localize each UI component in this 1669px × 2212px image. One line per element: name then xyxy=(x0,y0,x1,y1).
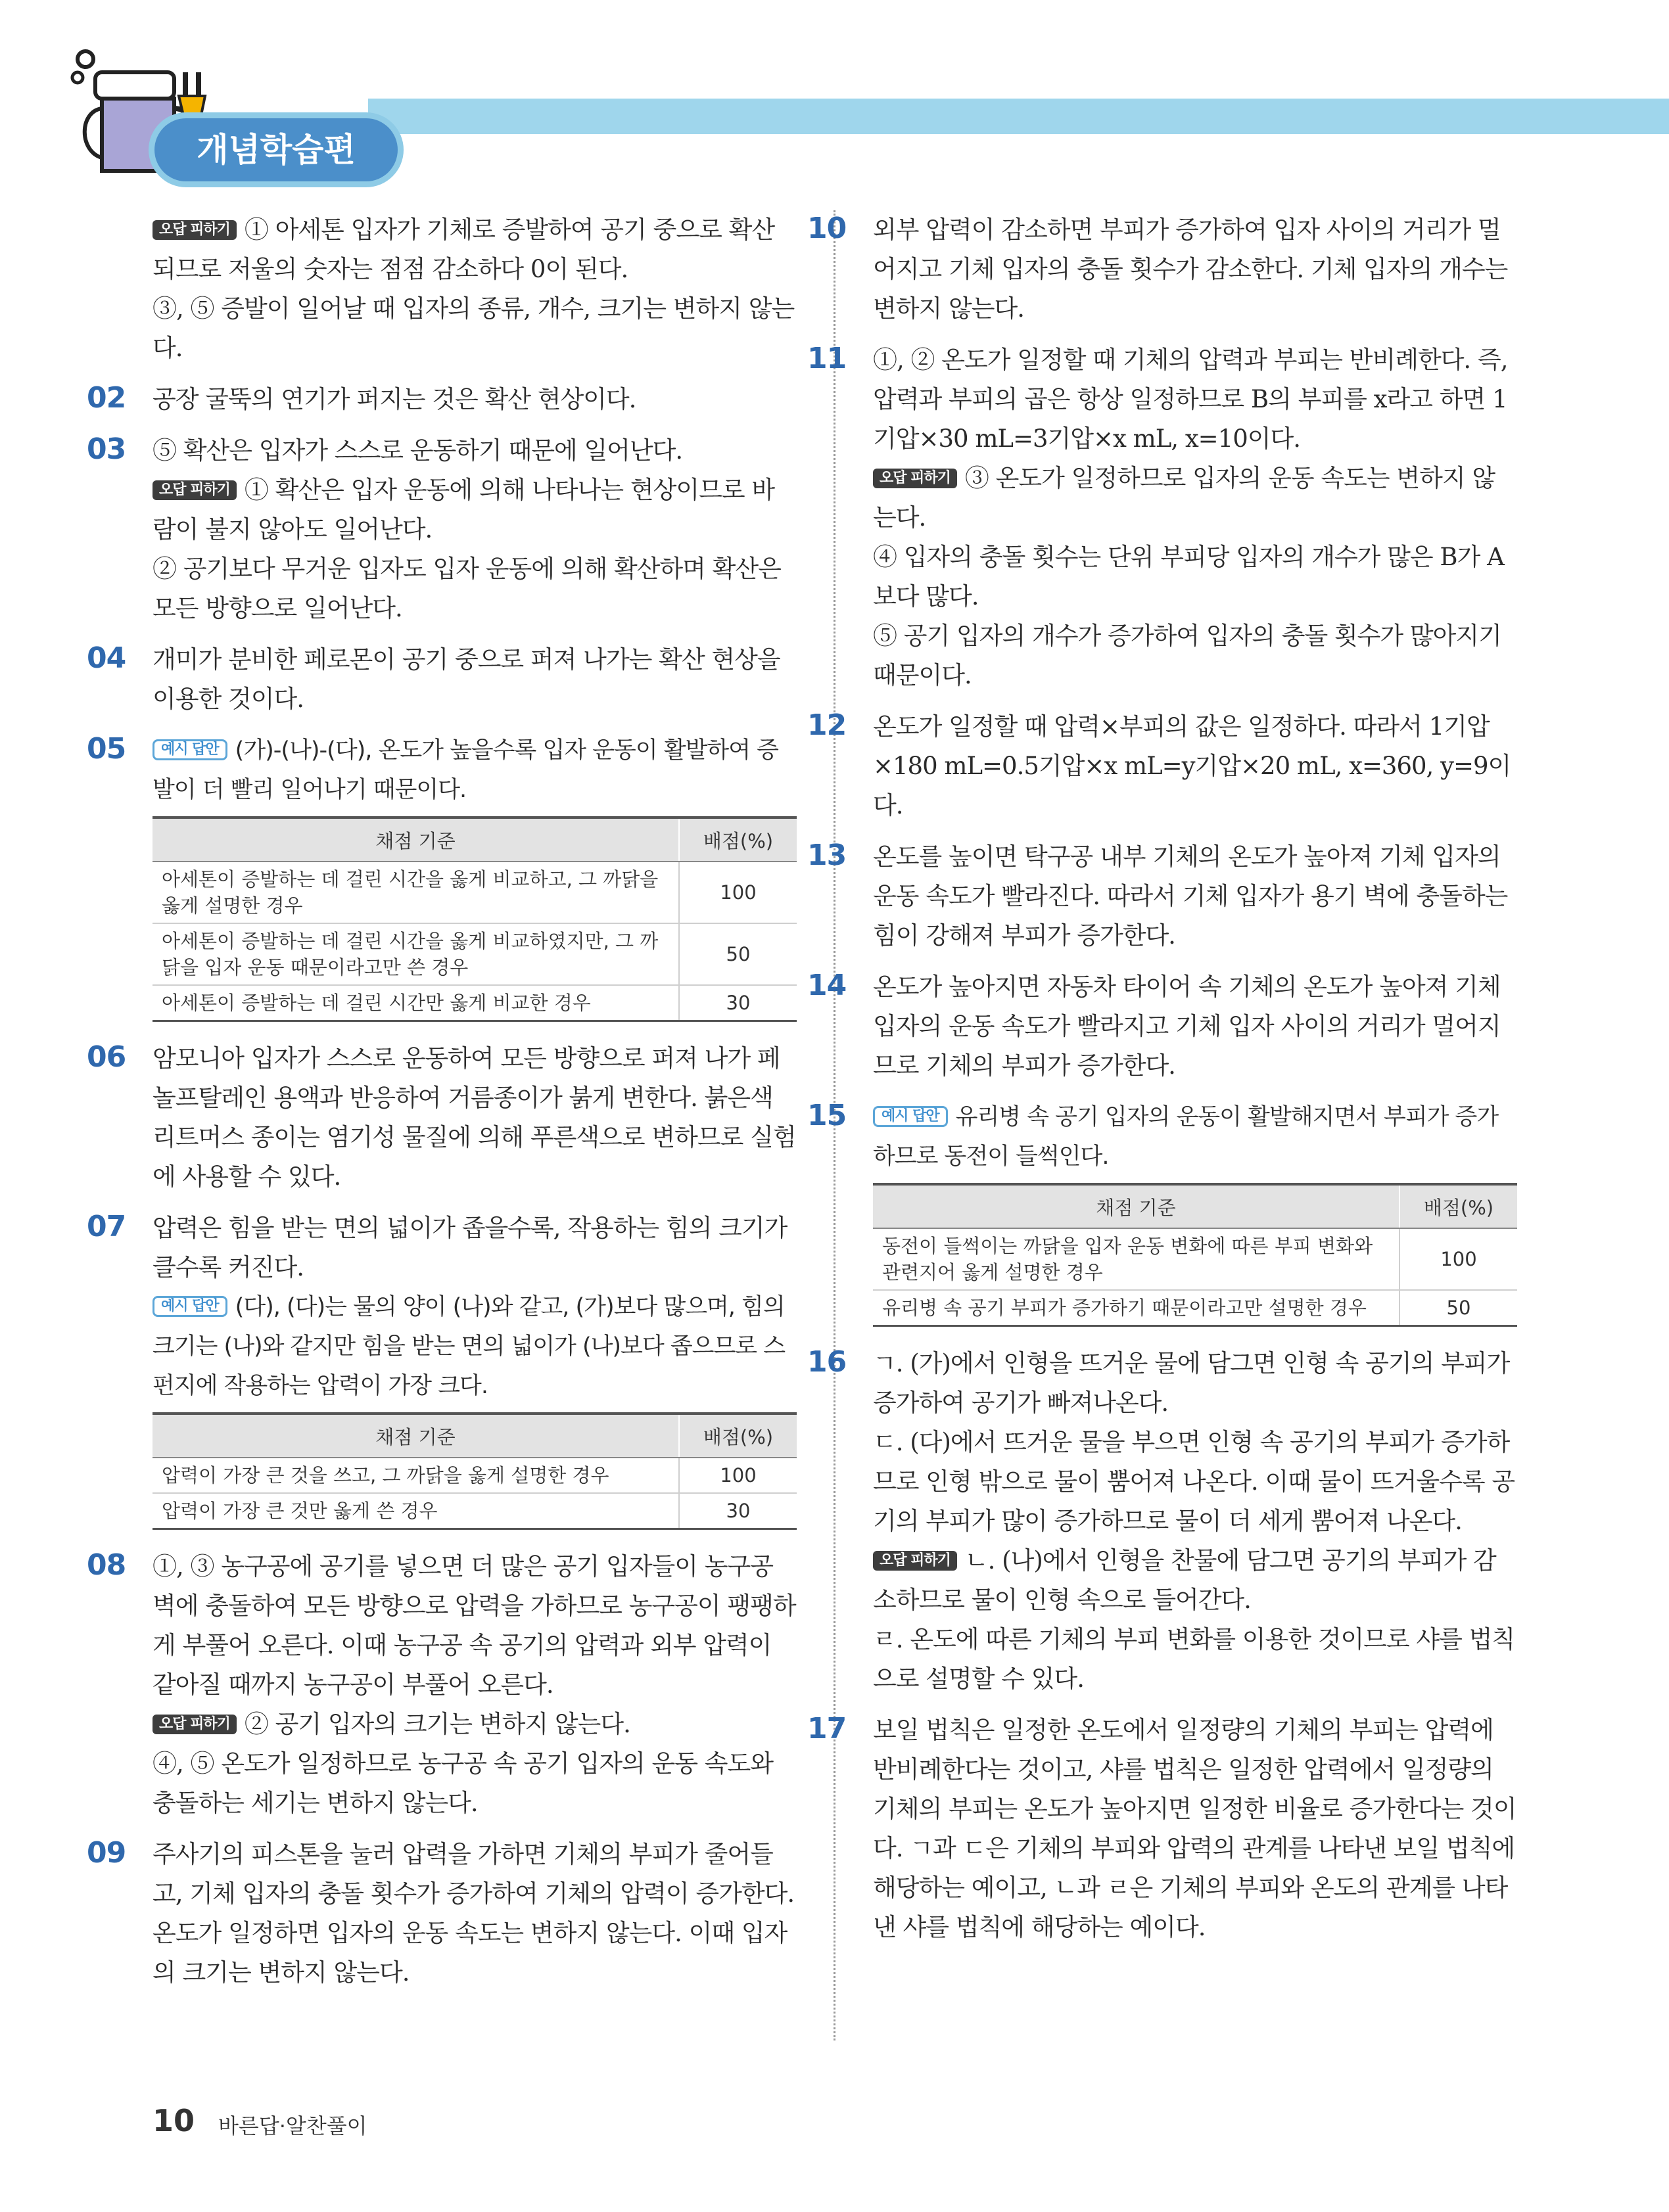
wrong-explanation: ㄴ. (나)에서 인형을 찬물에 담그면 공기의 부피가 감소하므로 물이 인형 속으로 들어간다. xyxy=(873,1546,1496,1614)
example-badge: 예시 답안 xyxy=(153,1296,227,1317)
table-row xyxy=(873,1290,1517,1326)
criteria-header: 채점 기준 xyxy=(153,1414,679,1458)
answer-text: 외부 압력이 감소하면 부피가 증가하여 입자 사이의 거리가 멀어지고 기체 입자의 충돌 횟수가 감소한다. 기체 입자의 개수는 변하지 않는다. xyxy=(873,216,1508,323)
question-number: 07 xyxy=(87,1210,126,1243)
criteria-cell: 유리병 속 공기 부피가 증가하기 때문이라고만 설명한 경우 xyxy=(882,1297,1367,1319)
question-number: 06 xyxy=(87,1040,126,1074)
points-header: 배점(%) xyxy=(679,1414,797,1458)
table-row xyxy=(873,1228,1517,1290)
question-number: 13 xyxy=(807,839,847,872)
points-cell: 100 xyxy=(679,1458,797,1493)
answer-text: ㄷ. (다)에서 뜨거운 물을 부으면 인형 속 공기의 부피가 증가하므로 인형 밖으로 물이 뿜어져 나온다. 이때 물이 뜨거울수록 공기의 부피가 많이 증가하므로 물이 더 세게 뿜어져 나온다. xyxy=(873,1428,1515,1535)
answer-12 xyxy=(807,707,1517,825)
points-header: 배점(%) xyxy=(679,818,797,862)
example-answer: (가)-(나)-(다), 온도가 높을수록 입자 운동이 활발하여 증발이 더 빨리 일어나기 때문이다. xyxy=(153,737,778,803)
wrong-badge: 오답 피하기 xyxy=(873,469,957,488)
header-bar xyxy=(368,99,1669,134)
wrong-badge: 오답 피하기 xyxy=(153,220,237,240)
answer-text: 공장 굴뚝의 연기가 퍼지는 것은 확산 현상이다. xyxy=(153,385,636,413)
answer-06 xyxy=(87,1039,797,1197)
wrong-explanation: ⑤ 공기 입자의 개수가 증가하여 입자의 충돌 횟수가 많아지기 때문이다. xyxy=(873,622,1501,689)
answer-11 xyxy=(807,340,1517,695)
wrong-explanation: ④, ⑤ 온도가 일정하므로 농구공 속 공기 입자의 운동 속도와 충돌하는 세기는 변하지 않는다. xyxy=(153,1749,773,1817)
question-number: 04 xyxy=(87,641,126,675)
right-column xyxy=(807,210,1517,1947)
points-cell: 100 xyxy=(1399,1228,1517,1290)
question-number: 11 xyxy=(807,342,847,375)
answer-intro xyxy=(153,210,797,368)
page-number: 10 xyxy=(153,2103,195,2138)
question-number: 05 xyxy=(87,732,126,766)
criteria-header: 채점 기준 xyxy=(153,818,679,862)
answer-09 xyxy=(87,1835,797,1993)
question-number: 08 xyxy=(87,1548,126,1582)
answer-text: 보일 법칙은 일정한 온도에서 일정량의 기체의 부피는 압력에 반비례한다는 것이고, 샤를 법칙은 일정한 압력에서 일정량의 기체의 부피는 온도가 높아지면 일정한 비율로 증가한다는 것이다. ㄱ과 ㄷ은 기체의 부피와 압력의 관계를 나타낸 보일 법칙에 해당하는 예이고, ㄴ과 ㄹ은 기체의 부피와 온도의 관계를 나타낸 샤를 법칙에 해당하는 예이다. xyxy=(873,1716,1516,1941)
answer-05 xyxy=(87,731,797,1022)
criteria-cell: 아세톤이 증발하는 데 걸린 시간을 옳게 비교하였지만, 그 까닭을 입자 운동 때문이라고만 쓴 경우 xyxy=(153,923,679,985)
question-number: 03 xyxy=(87,432,126,466)
table-row xyxy=(153,1458,797,1493)
question-number: 17 xyxy=(807,1712,847,1745)
example-badge: 예시 답안 xyxy=(153,739,227,760)
question-number: 16 xyxy=(807,1345,847,1379)
answer-02 xyxy=(87,380,797,419)
example-answer: 유리병 속 공기 입자의 운동이 활발해지면서 부피가 증가하므로 동전이 들썩인다. xyxy=(873,1104,1499,1170)
answer-text: 암모니아 입자가 스스로 운동하여 모든 방향으로 퍼져 나가 페놀프탈레인 용액과 반응하여 거름종이가 붉게 변한다. 붉은색 리트머스 종이는 염기성 물질에 의해 푸른색으로 변하므로 실험에 사용할 수 있다. xyxy=(153,1044,796,1191)
answer-text: ①, ③ 농구공에 공기를 넣으면 더 많은 공기 입자들이 농구공 벽에 충돌하여 모든 방향으로 압력을 가하므로 농구공이 팽팽하게 부풀어 오른다. 이때 농구공 속 공기의 압력과 외부 압력이 같아질 때까지 농구공이 부풀어 오른다. xyxy=(153,1552,796,1699)
table-row xyxy=(153,985,797,1021)
wrong-explanation: ② 공기 입자의 크기는 변하지 않는다. xyxy=(244,1710,630,1738)
example-badge: 예시 답안 xyxy=(873,1106,948,1127)
criteria-cell: 동전이 들썩이는 까닭을 입자 운동 변화에 따른 부피 변화와 관련지어 옳게 설명한 경우 xyxy=(873,1228,1399,1290)
criteria-cell: 압력이 가장 큰 것만 옳게 쓴 경우 xyxy=(162,1500,438,1522)
intro-p2: ③, ⑤ 증발이 일어날 때 입자의 종류, 개수, 크기는 변하지 않는다. xyxy=(153,294,795,362)
wrong-explanation: ① 확산은 입자 운동에 의해 나타나는 현상이므로 바람이 불지 않아도 일어난다. xyxy=(153,476,775,543)
left-column xyxy=(87,210,797,1993)
question-number: 09 xyxy=(87,1836,126,1870)
answer-text: 온도가 높아지면 자동차 타이어 속 기체의 온도가 높아져 기체 입자의 운동 속도가 빨라지고 기체 입자 사이의 거리가 멀어지므로 기체의 부피가 증가한다. xyxy=(873,973,1501,1080)
points-cell: 30 xyxy=(679,1493,797,1529)
criteria-cell: 아세톤이 증발하는 데 걸린 시간만 옳게 비교한 경우 xyxy=(162,992,591,1014)
criteria-cell: 아세톤이 증발하는 데 걸린 시간을 옳게 비교하고, 그 까닭을 옳게 설명한 경우 xyxy=(153,862,679,923)
footer-label: 바른답·알찬풀이 xyxy=(218,2113,367,2138)
answer-13 xyxy=(807,837,1517,956)
question-number: 14 xyxy=(807,969,847,1002)
scoring-table xyxy=(153,816,797,1022)
intro-p1: ① 아세톤 입자가 기체로 증발하여 공기 중으로 확산되므로 저울의 숫자는 점점 감소하다 0이 된다. xyxy=(153,216,775,283)
answer-text: 압력은 힘을 받는 면의 넓이가 좁을수록, 작용하는 힘의 크기가 클수록 커진다. xyxy=(153,1214,787,1281)
scoring-table xyxy=(153,1412,797,1530)
question-number: 02 xyxy=(87,381,126,415)
answer-17 xyxy=(807,1711,1517,1947)
answer-10 xyxy=(807,210,1517,329)
criteria-header: 채점 기준 xyxy=(873,1184,1399,1228)
answer-14 xyxy=(807,967,1517,1086)
question-number: 12 xyxy=(807,708,847,742)
points-header: 배점(%) xyxy=(1399,1184,1517,1228)
wrong-explanation: ㄹ. 온도에 따른 기체의 부피 변화를 이용한 것이므로 샤를 법칙으로 설명할 수 있다. xyxy=(873,1625,1515,1693)
points-cell: 50 xyxy=(679,923,797,985)
wrong-explanation: ② 공기보다 무거운 입자도 입자 운동에 의해 확산하며 확산은 모든 방향으로 일어난다. xyxy=(153,555,781,622)
answer-03 xyxy=(87,431,797,628)
points-cell: 30 xyxy=(679,985,797,1021)
answer-text: 온도가 일정할 때 압력×부피의 값은 일정하다. 따라서 1기압×180 mL=0.5기압×x mL=y기압×20 mL, x=360, y=9이다. xyxy=(873,712,1511,819)
answer-08 xyxy=(87,1547,797,1823)
answer-text: ①, ② 온도가 일정할 때 기체의 압력과 부피는 반비례한다. 즉, 압력과 부피의 곱은 항상 일정하므로 B의 부피를 x라고 하면 1기압×30 mL=3기압×x mL, x=10이다. xyxy=(873,346,1508,453)
answer-text: ㄱ. (가)에서 인형을 뜨거운 물에 담그면 인형 속 공기의 부피가 증가하여 공기가 빠져나온다. xyxy=(873,1349,1510,1417)
wrong-badge: 오답 피하기 xyxy=(873,1551,957,1571)
answer-04 xyxy=(87,640,797,719)
wrong-explanation: ④ 입자의 충돌 횟수는 단위 부피당 입자의 개수가 많은 B가 A보다 많다. xyxy=(873,543,1504,611)
answer-text: 주사기의 피스톤을 눌러 압력을 가하면 기체의 부피가 줄어들고, 기체 입자의 충돌 횟수가 증가하여 기체의 압력이 증가한다. 온도가 일정하면 입자의 운동 속도는 변하지 않는다. 이때 입자의 크기는 변하지 않는다. xyxy=(153,1840,795,1987)
wrong-explanation: ③ 온도가 일정하므로 입자의 운동 속도는 변하지 않는다. xyxy=(873,464,1495,532)
example-answer: (다), (다)는 물의 양이 (나)와 같고, (가)보다 많으며, 힘의 크기는 (나)와 같지만 힘을 받는 면의 넓이가 (나)보다 좁으므로 스펀지에 작용하는 압력이 가장 크다. xyxy=(153,1294,786,1399)
answer-text: ⑤ 확산은 입자가 스스로 운동하기 때문에 일어난다. xyxy=(153,436,683,465)
criteria-cell: 압력이 가장 큰 것을 쓰고, 그 까닭을 옳게 설명한 경우 xyxy=(153,1458,679,1493)
answer-16 xyxy=(807,1344,1517,1699)
section-title: 개념학습편 xyxy=(197,131,356,169)
question-number: 15 xyxy=(807,1099,847,1132)
points-cell: 50 xyxy=(1399,1290,1517,1326)
table-row xyxy=(153,862,797,923)
table-row xyxy=(153,923,797,985)
wrong-badge: 오답 피하기 xyxy=(153,480,237,500)
question-number: 10 xyxy=(807,212,847,245)
answer-text: 개미가 분비한 페로몬이 공기 중으로 퍼져 나가는 확산 현상을 이용한 것이다. xyxy=(153,645,780,713)
points-cell: 100 xyxy=(679,862,797,923)
answer-text: 온도를 높이면 탁구공 내부 기체의 온도가 높아져 기체 입자의 운동 속도가 빨라진다. 따라서 기체 입자가 용기 벽에 충돌하는 힘이 강해져 부피가 증가한다. xyxy=(873,842,1508,950)
wrong-badge: 오답 피하기 xyxy=(153,1715,237,1734)
scoring-table xyxy=(873,1183,1517,1327)
answer-15 xyxy=(807,1097,1517,1327)
table-row xyxy=(153,1493,797,1529)
answer-07 xyxy=(87,1209,797,1530)
